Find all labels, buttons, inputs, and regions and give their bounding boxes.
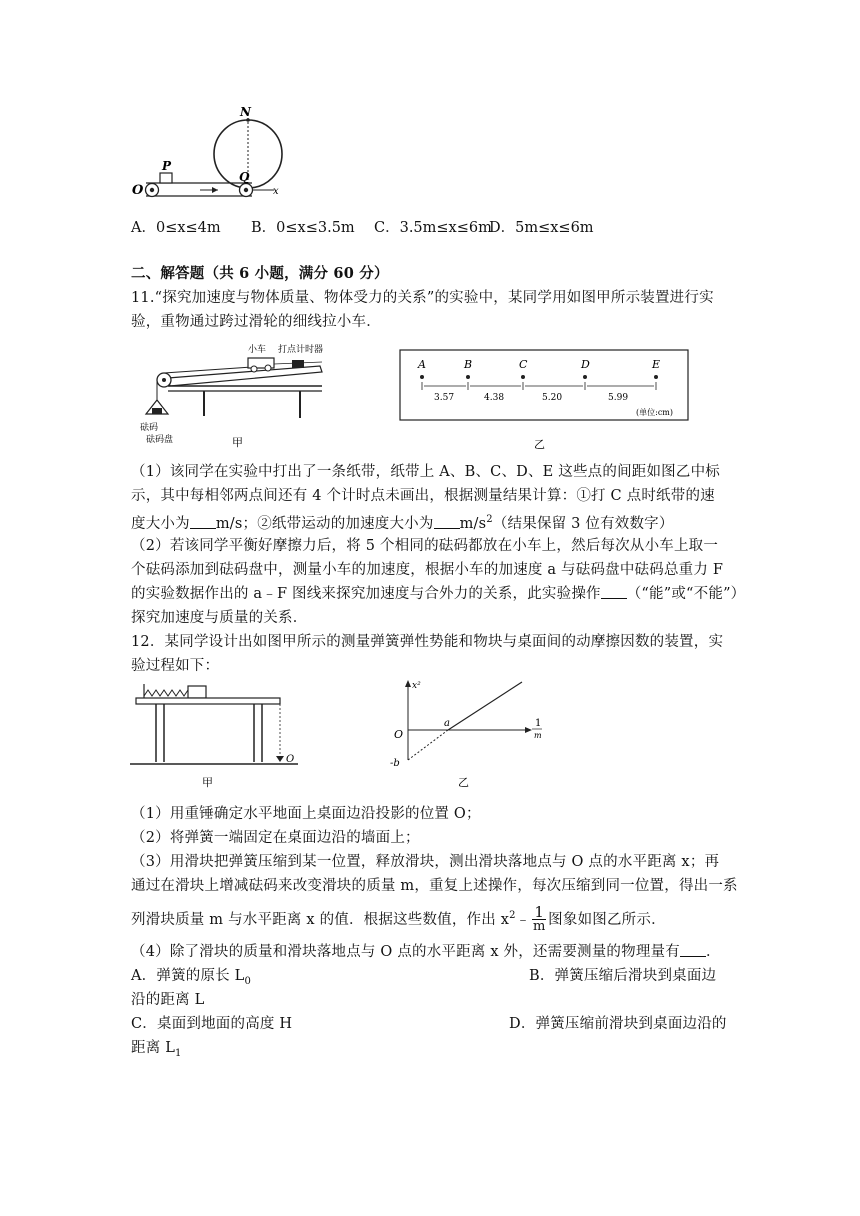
gap-bc: 4.38: [484, 393, 505, 403]
q11-intro-line2: 验，重物通过跨过滑轮的细线拉小车．: [131, 314, 381, 330]
section-title: 二、解答题（共 6 小题，满分 60 分）: [131, 265, 389, 282]
q12-step1: （1）用重锤确定水平地面上桌面边沿投影的位置 O；: [131, 806, 481, 822]
answer-blank: [190, 514, 216, 529]
tape-unit: (单位:cm): [636, 408, 674, 417]
q12-option-b-line1: B．弹簧压缩后滑块到桌面边: [529, 968, 717, 984]
label-Q: Q: [239, 170, 250, 184]
answer-blank: [680, 942, 706, 957]
q10-option-b: B．0≤x≤3.5m: [251, 220, 355, 236]
q12-step3-text-a: 列滑块质量 m 与水平距离 x 的值．根据这些数值，作出 x: [131, 911, 510, 928]
fraction-denominator: m: [533, 919, 546, 935]
q12-step2: （2）将弹簧一端固定在桌面边沿的墙面上；: [131, 830, 420, 846]
q12-option-d-text: 距离 L: [131, 1040, 176, 1056]
graph-label-a: a: [444, 718, 450, 729]
graph-caption: 乙: [458, 776, 469, 789]
q12-option-d-line1: D．弹簧压缩前滑块到桌面边沿的: [509, 1016, 727, 1032]
q12-step4-text-a: （4）除了滑块的质量和滑块落地点与 O 点的水平距离 x 外，还需要测量的物理量有: [131, 944, 680, 960]
graph-ylabel: x²: [412, 681, 421, 691]
q12-step3-line2: 通过在滑块上增减砝码来改变滑块的质量 m，重复上述操作，每次压缩到同一位置，得出一系: [131, 878, 738, 894]
q12-step3-text-c: 图象如图乙所示．: [548, 911, 666, 928]
label-N: N: [240, 106, 251, 119]
q12-option-a-sub: 0: [244, 975, 252, 987]
q12-step3-text-b: ﹣: [515, 911, 531, 928]
q12-option-c: C．桌面到地面的高度 H: [131, 1016, 293, 1032]
weights-label: 砝码: [140, 423, 159, 433]
q11-p2-line1: （2）若该同学平衡好摩擦力后，将 5 个相同的砝码都放在小车上，然后每次从小车上取一: [131, 538, 719, 554]
spring-figure-caption: 甲: [202, 776, 213, 789]
q12-step4: [131, 942, 721, 962]
cart-apparatus-figure: [140, 338, 340, 458]
graph-x-den: m: [534, 731, 542, 740]
graph-origin: O: [394, 728, 404, 741]
q11-p1-text-d: （结果保留 3 位有效数字）: [492, 515, 674, 532]
answer-blank: [434, 514, 460, 529]
q10-option-c: C．3.5m≤x≤6m: [374, 220, 492, 236]
graph-x-num: 1: [535, 718, 542, 729]
tape-point-c: C: [519, 358, 528, 371]
cart-label: 小车: [248, 345, 267, 355]
q11-p1-line1: （1）该同学在实验中打出了一条纸带，纸带上 A、B、C、D、E 这些点的间距如图乙中标: [131, 464, 720, 480]
q12-option-b-line2: 沿的距离 L: [131, 992, 205, 1008]
x2-vs-inverse-m-graph: [382, 676, 552, 796]
fraction-1-over-m: [532, 905, 546, 934]
label-O: O: [132, 183, 144, 198]
tape-point-e: E: [652, 358, 661, 371]
tape-point-d: D: [581, 358, 590, 371]
q12-option-a-text: A．弹簧的原长 L: [131, 968, 245, 984]
q12-option-d-line2: [131, 1038, 182, 1064]
spring-figure-label-O: O: [286, 754, 295, 765]
q12-step3-line1: （3）用滑块把弹簧压缩到某一位置，释放滑块，测出滑块落地点与 O 点的水平距离 x；再: [131, 854, 720, 870]
label-P: P: [162, 159, 172, 173]
paper-tape-figure: [394, 344, 694, 460]
label-x: x: [273, 186, 279, 197]
q11-p2-line4: 探究加速度与质量的关系．: [131, 610, 308, 626]
tape-point-a: A: [418, 358, 426, 371]
track-figure: [128, 106, 288, 206]
q12-step4-text-b: ．: [705, 944, 721, 960]
graph-label-b: -b: [390, 758, 400, 769]
figure-b-caption: 乙: [534, 438, 545, 451]
q12-intro-line1: 12．某同学设计出如图甲所示的测量弹簧弹性势能和物块与桌面间的动摩擦因数的装置，实: [131, 634, 724, 650]
q11-p1-line3: [131, 510, 674, 534]
spring-table-figure: [130, 680, 300, 792]
q11-p1-line2: 示，其中每相邻两点间还有 4 个计时点未画出，根据测量结果计算：①打 C 点时纸带的速: [131, 488, 715, 504]
q11-p1-text-a: 度大小为: [131, 515, 190, 532]
q12-step3-sup: 2: [509, 910, 516, 921]
timer-label: 打点计时器: [278, 345, 324, 355]
pan-label: 砝码盘: [146, 435, 174, 445]
tape-point-b: B: [464, 358, 473, 371]
q10-option-d: D．5m≤x≤6m: [489, 220, 594, 236]
q11-p1-sup: 2: [486, 514, 493, 525]
q11-p2-text-b: （“能”或“不能”）: [626, 586, 746, 602]
q11-p1-text-c: m/s: [459, 515, 487, 532]
gap-de: 5.99: [608, 393, 629, 403]
q12-step3-line3: [131, 900, 666, 936]
q11-p2-text-a: 的实验数据作出的 a﹣F 图线来探究加速度与合外力的关系，此实验操作: [131, 586, 601, 602]
q11-intro-line1: 11.“探究加速度与物体质量、物体受力的关系”的实验中，某同学用如图甲所示装置进行实: [131, 290, 714, 306]
gap-cd: 5.20: [542, 393, 563, 403]
q12-option-a: [131, 966, 251, 992]
answer-blank: [601, 584, 627, 599]
q10-option-a: A．0≤x≤4m: [131, 220, 221, 236]
q12-intro-line2: 验过程如下：: [131, 658, 220, 674]
gap-ab: 3.57: [434, 393, 455, 403]
q11-p2-line2: 个砝码添加到砝码盘中，测量小车的加速度，根据小车的加速度 a 与砝码盘中砝码总重力 F: [131, 562, 724, 578]
fraction-numerator: 1: [534, 903, 545, 922]
q11-p1-text-b: m/s；②纸带运动的加速度大小为: [215, 515, 434, 532]
q11-p2-line3: [131, 584, 745, 604]
figure-a-caption: 甲: [232, 436, 243, 449]
q12-option-d-sub: 1: [175, 1047, 182, 1059]
